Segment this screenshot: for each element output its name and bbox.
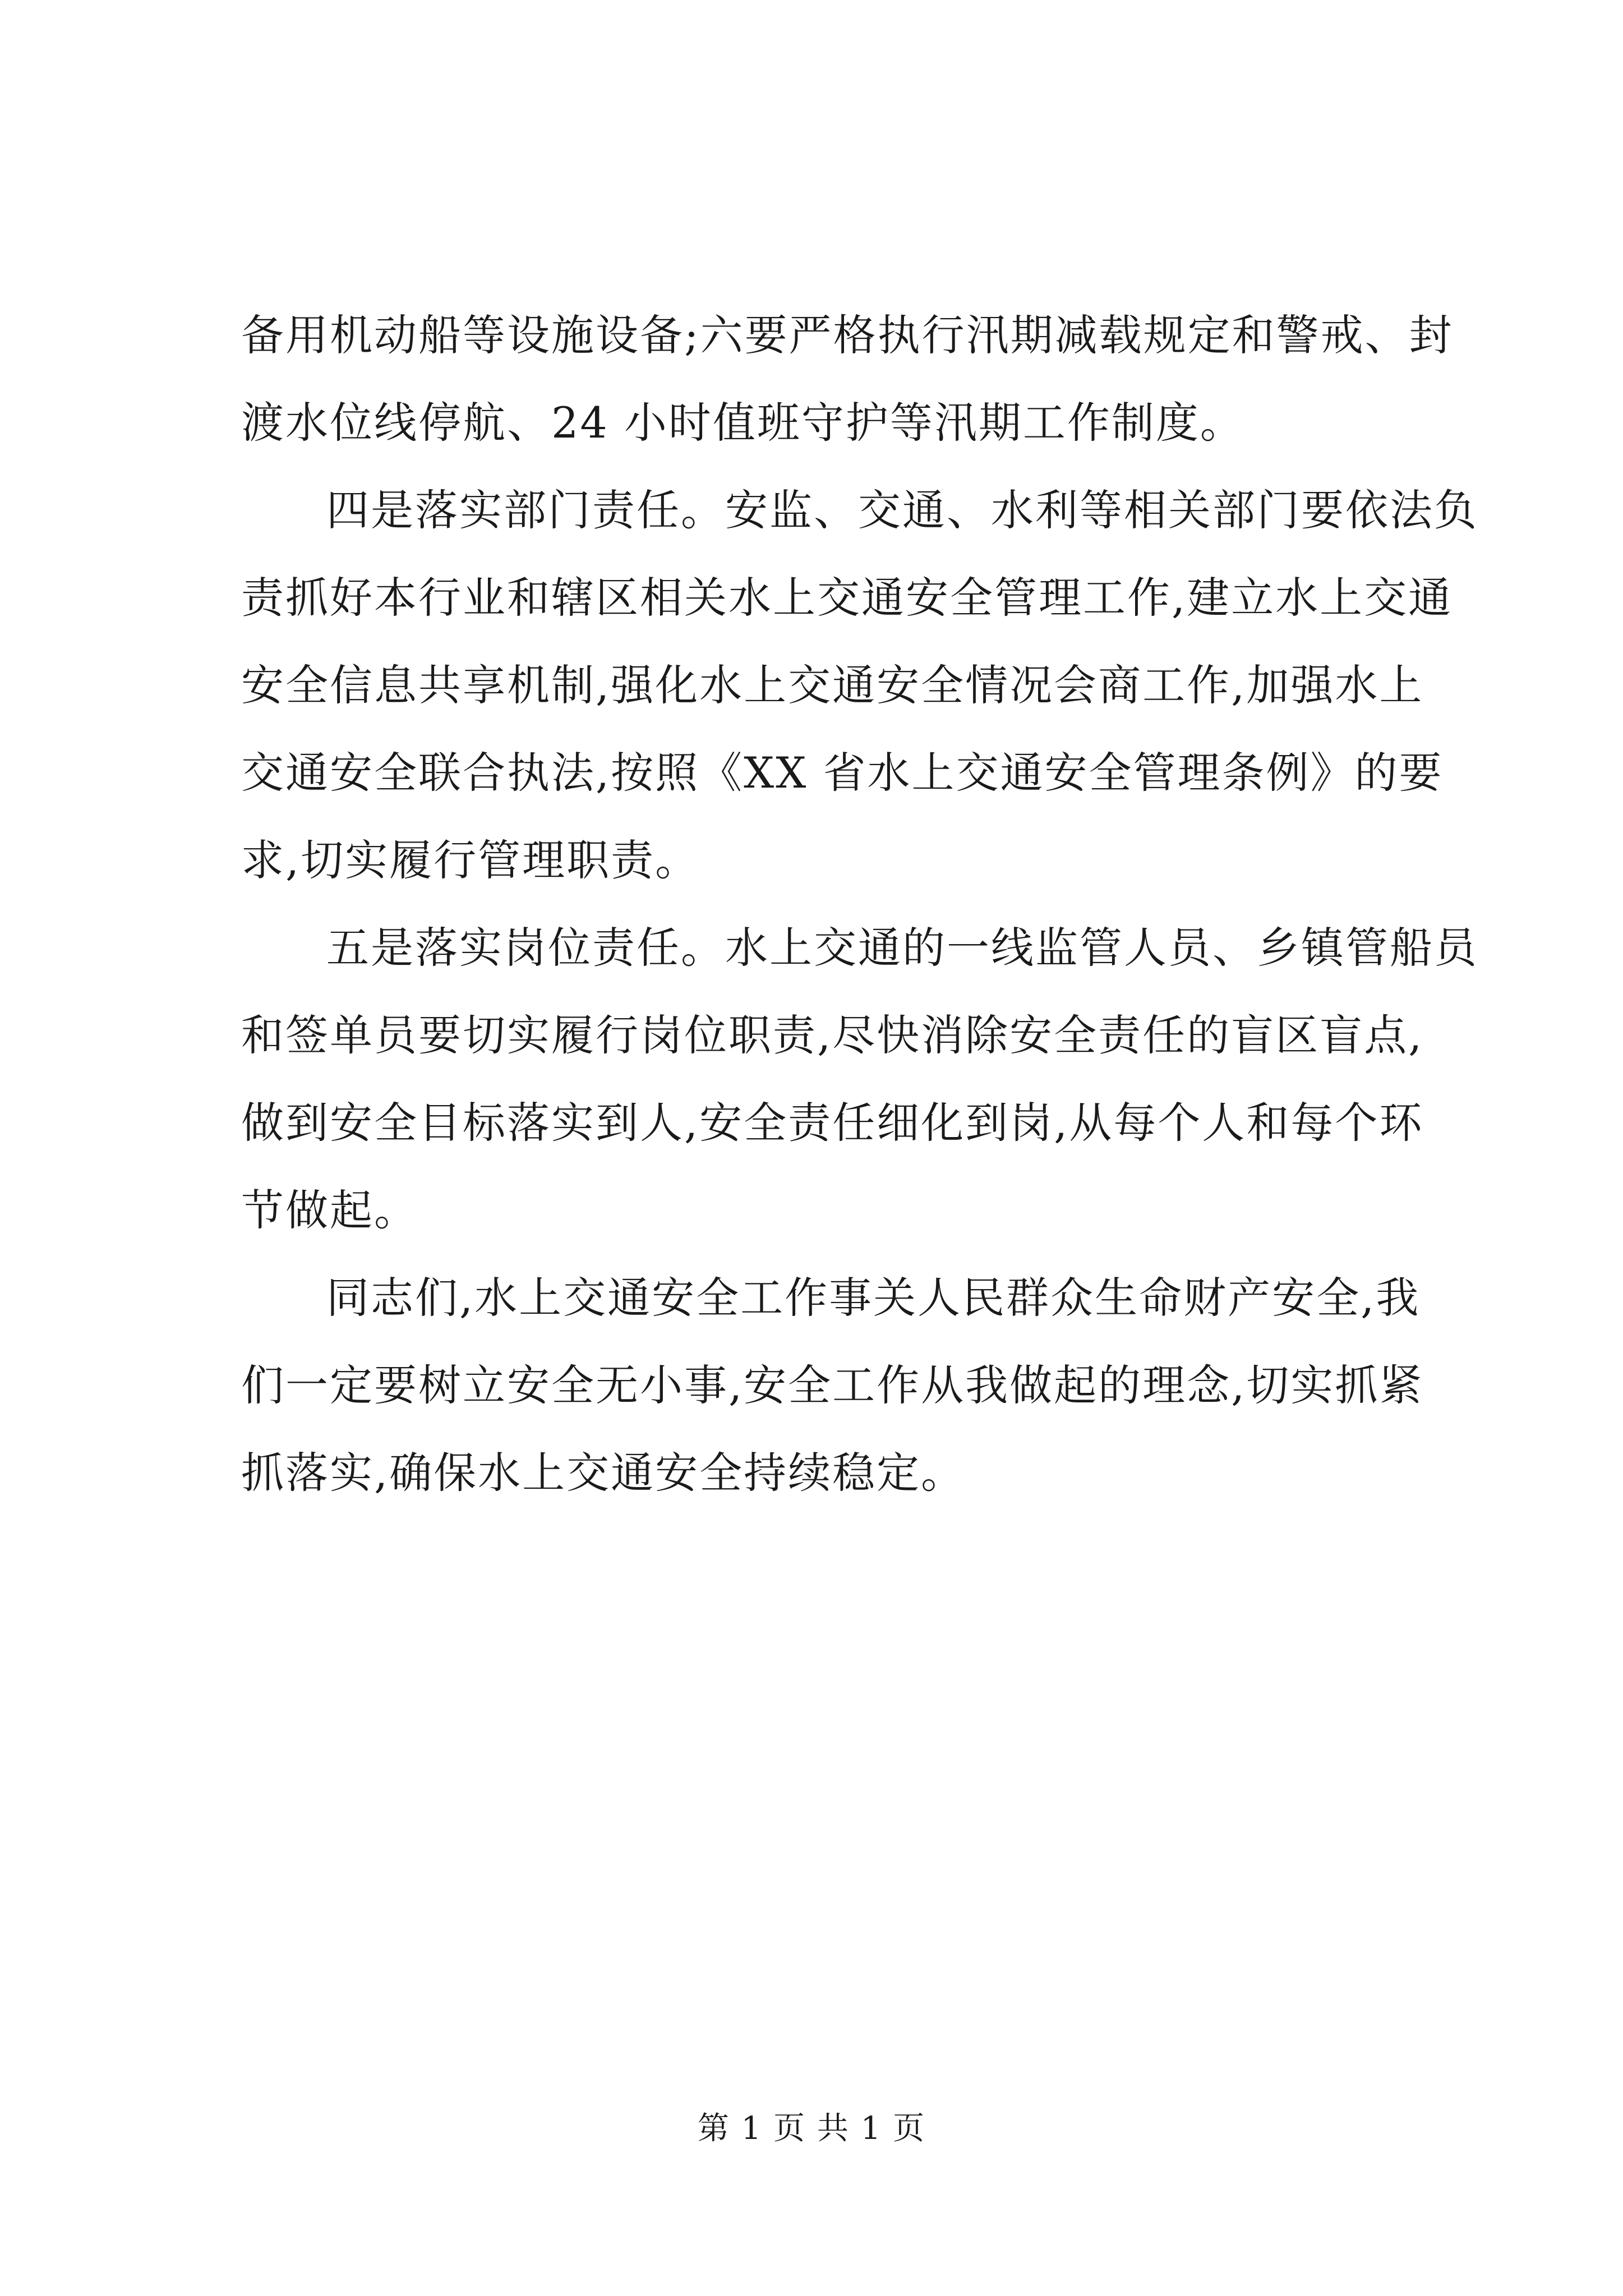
paragraph-department-responsibility <box>241 467 1478 904</box>
text-line: 安全信息共享机制,强化水上交通安全情况会商工作,加强水上 <box>241 660 1424 710</box>
text-line: 责抓好本行业和辖区相关水上交通安全管理工作,建立水上交通 <box>241 573 1453 623</box>
text-line: 和签单员要切实履行岗位职责,尽快消除安全责任的盲区盲点, <box>241 1010 1424 1060</box>
text-line: 交通安全联合执法,按照《XX 省水上交通安全管理条例》的要 <box>241 748 1444 798</box>
text-line: 备用机动船等设施设备;六要严格执行汛期减载规定和警戒、封 <box>241 310 1454 360</box>
paragraph-closing <box>241 1254 1424 1517</box>
text-line: 四是落实部门责任。安监、交通、水利等相关部门要依法负 <box>326 485 1478 535</box>
paragraph-continuation <box>241 292 1454 467</box>
page-number-footer: 第 1 页 共 1 页 <box>697 2110 926 2147</box>
text-line: 抓落实,确保水上交通安全持续稳定。 <box>241 1448 966 1498</box>
paragraph-post-responsibility <box>241 904 1478 1254</box>
text-line: 同志们,水上交通安全工作事关人民群众生命财产安全,我 <box>326 1273 1421 1323</box>
text-line: 渡水位线停航、24 小时值班守护等汛期工作制度。 <box>241 398 1244 448</box>
text-line: 们一定要树立安全无小事,安全工作从我做起的理念,切实抓紧 <box>241 1360 1424 1410</box>
text-line: 求,切实履行管理职责。 <box>241 835 700 885</box>
text-line: 做到安全目标落实到人,安全责任细化到岗,从每个人和每个环 <box>241 1098 1424 1148</box>
document-body <box>241 292 1478 1517</box>
text-line: 五是落实岗位责任。水上交通的一线监管人员、乡镇管船员 <box>326 923 1478 973</box>
text-line: 节做起。 <box>241 1185 418 1235</box>
